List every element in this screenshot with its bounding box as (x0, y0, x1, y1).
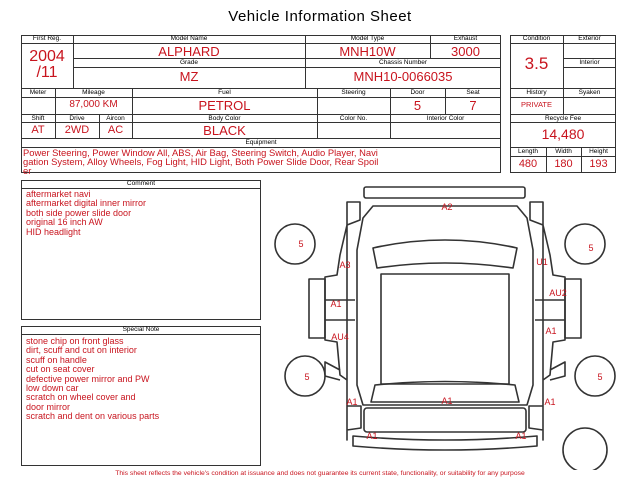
history-value: PRIVATE (521, 100, 552, 109)
drive-value: 2WD (64, 124, 90, 136)
roof-outline (357, 206, 533, 405)
condition-value: 3.5 (524, 54, 549, 73)
mark-right-rear-wheel: 5 (588, 243, 594, 253)
body-color-label: Body Color (208, 115, 241, 122)
mark-right-front-door: A1 (545, 326, 557, 336)
comment-line: aftermarket navi (26, 189, 91, 199)
interior-color-label: Interior Color (426, 115, 465, 122)
mark-right-front-wheel: 5 (597, 372, 603, 382)
aircon-label: Aircon (106, 115, 125, 122)
front-bumper (353, 436, 537, 450)
recycle-fee-label: Recycle Fee (544, 115, 582, 122)
first-reg-month: /11 (36, 64, 58, 81)
exhaust-value: 3000 (451, 44, 480, 59)
roof-panel (381, 274, 509, 384)
left-rear-wheel (275, 224, 315, 264)
right-front-wheel (575, 356, 615, 396)
equipment-text (23, 148, 501, 176)
shift-value: AT (31, 124, 45, 136)
length-value: 480 (518, 158, 538, 170)
mark-left-front-fender: A1 (346, 397, 358, 407)
height-label: Height (589, 148, 608, 155)
mark-left-rear-wheel: 5 (298, 239, 304, 249)
equipment-line: gation System, Alloy Wheels, Fog Light, HID Light, Both Power Slide Door, Rear Spoil (23, 156, 379, 168)
chassis-number-value: MNH10-0066035 (353, 69, 453, 84)
sheet-title: Vehicle Information Sheet (228, 8, 412, 25)
body-color-value: BLACK (203, 123, 246, 138)
chassis-number-label: Chassis Number (378, 59, 428, 66)
comment-line: HID headlight (26, 226, 81, 237)
special-note-line: scratch and dent on various parts (26, 411, 160, 422)
right-rear-wheel (565, 224, 605, 264)
mark-rear-top: A2 (441, 202, 453, 212)
special-note-line: stone chip on front glass (26, 336, 124, 346)
fuel-label: Fuel (218, 89, 231, 96)
special-note-line: cut on seat cover (26, 364, 95, 375)
seat-value: 7 (469, 98, 477, 113)
steering-label: Steering (341, 89, 366, 96)
width-label: Width (555, 148, 572, 155)
mark-right-rear-door: AU2 (549, 288, 567, 298)
door-label: Door (410, 89, 425, 96)
exhaust-label: Exhaust (453, 35, 478, 42)
mark-left-rear-door: A1 (330, 299, 342, 309)
first-reg-label: First Reg. (32, 35, 62, 42)
special-note-line: low down car (26, 383, 79, 394)
comment-line: both side power slide door (26, 207, 132, 218)
mileage-value: 87,000 KM (69, 99, 118, 110)
mark-left-front-wheel: 5 (304, 372, 310, 382)
mileage-label: Mileage (82, 89, 105, 96)
aircon-value: AC (107, 124, 124, 136)
special-note-line: dirt, scuff and cut on interior (26, 345, 137, 356)
comment-list (26, 190, 258, 237)
condition-label: Condition (522, 35, 551, 42)
bonnet (364, 408, 526, 432)
fuel-value: PETROL (198, 98, 251, 113)
rear-window (373, 240, 517, 268)
grade-value: MZ (179, 69, 199, 84)
left-mirror (325, 362, 340, 380)
car-damage-diagram (265, 180, 635, 470)
shift-label: Shift (31, 115, 45, 122)
syaken-label: Syaken (578, 89, 601, 96)
interior-label: Interior (579, 59, 600, 66)
right-mirror (550, 362, 565, 380)
special-note-label: Special Note (122, 326, 160, 333)
disclaimer-footer: This sheet reflects the vehicle's condition at issuance and does not guarantee its current state, functionality, or suitability for any purpose (115, 470, 525, 477)
model-type-label: Model Type (350, 35, 385, 42)
door-value: 5 (413, 98, 422, 113)
model-name-label: Model Name (170, 35, 208, 42)
drive-label: Drive (69, 115, 85, 122)
mark-front-bumper-left: A1 (366, 431, 378, 441)
special-note-line: scratch on wheel cover and (26, 392, 136, 403)
grade-label: Grade (179, 59, 199, 66)
special-note-line: scuff on handle (26, 354, 87, 365)
mark-right-front-fender: A1 (544, 397, 556, 407)
mark-front-bumper-right: A1 (515, 431, 527, 441)
history-label: History (526, 89, 547, 96)
special-note-list (26, 337, 258, 422)
width-value: 180 (554, 158, 573, 170)
color-no-label: Color No. (339, 115, 368, 122)
special-note-line: defective power mirror and PW (26, 373, 150, 384)
length-label: Length (518, 148, 538, 155)
comment-label: Comment (126, 180, 156, 187)
comment-line: aftermarket digital inner mirror (26, 198, 147, 209)
rear-bumper (364, 187, 525, 198)
equipment-line: er (23, 165, 32, 177)
special-note-line: door mirror (26, 401, 71, 412)
mark-left-rear-quarter: A3 (339, 260, 351, 270)
spare-wheel (563, 428, 607, 470)
exterior-label: Exterior (578, 35, 601, 42)
mark-front-top: A1 (441, 396, 453, 406)
mark-left-front-door: AU4 (331, 332, 349, 342)
model-type-value: MNH10W (339, 44, 396, 59)
first-reg-year: 2004 (29, 48, 65, 65)
meter-label: Meter (29, 89, 47, 96)
seat-label: Seat (466, 89, 480, 96)
height-value: 193 (589, 158, 608, 170)
comment-line: original 16 inch AW (26, 217, 103, 228)
recycle-fee-value: 14,480 (541, 126, 585, 142)
mark-right-rear-quarter: U1 (536, 257, 548, 267)
model-name-value: ALPHARD (158, 44, 220, 59)
equipment-label: Equipment (245, 139, 277, 146)
equipment-line: Power Steering, Power Window All, ABS, Air Bag, Steering Switch, Audio Player, Navi (23, 147, 378, 158)
